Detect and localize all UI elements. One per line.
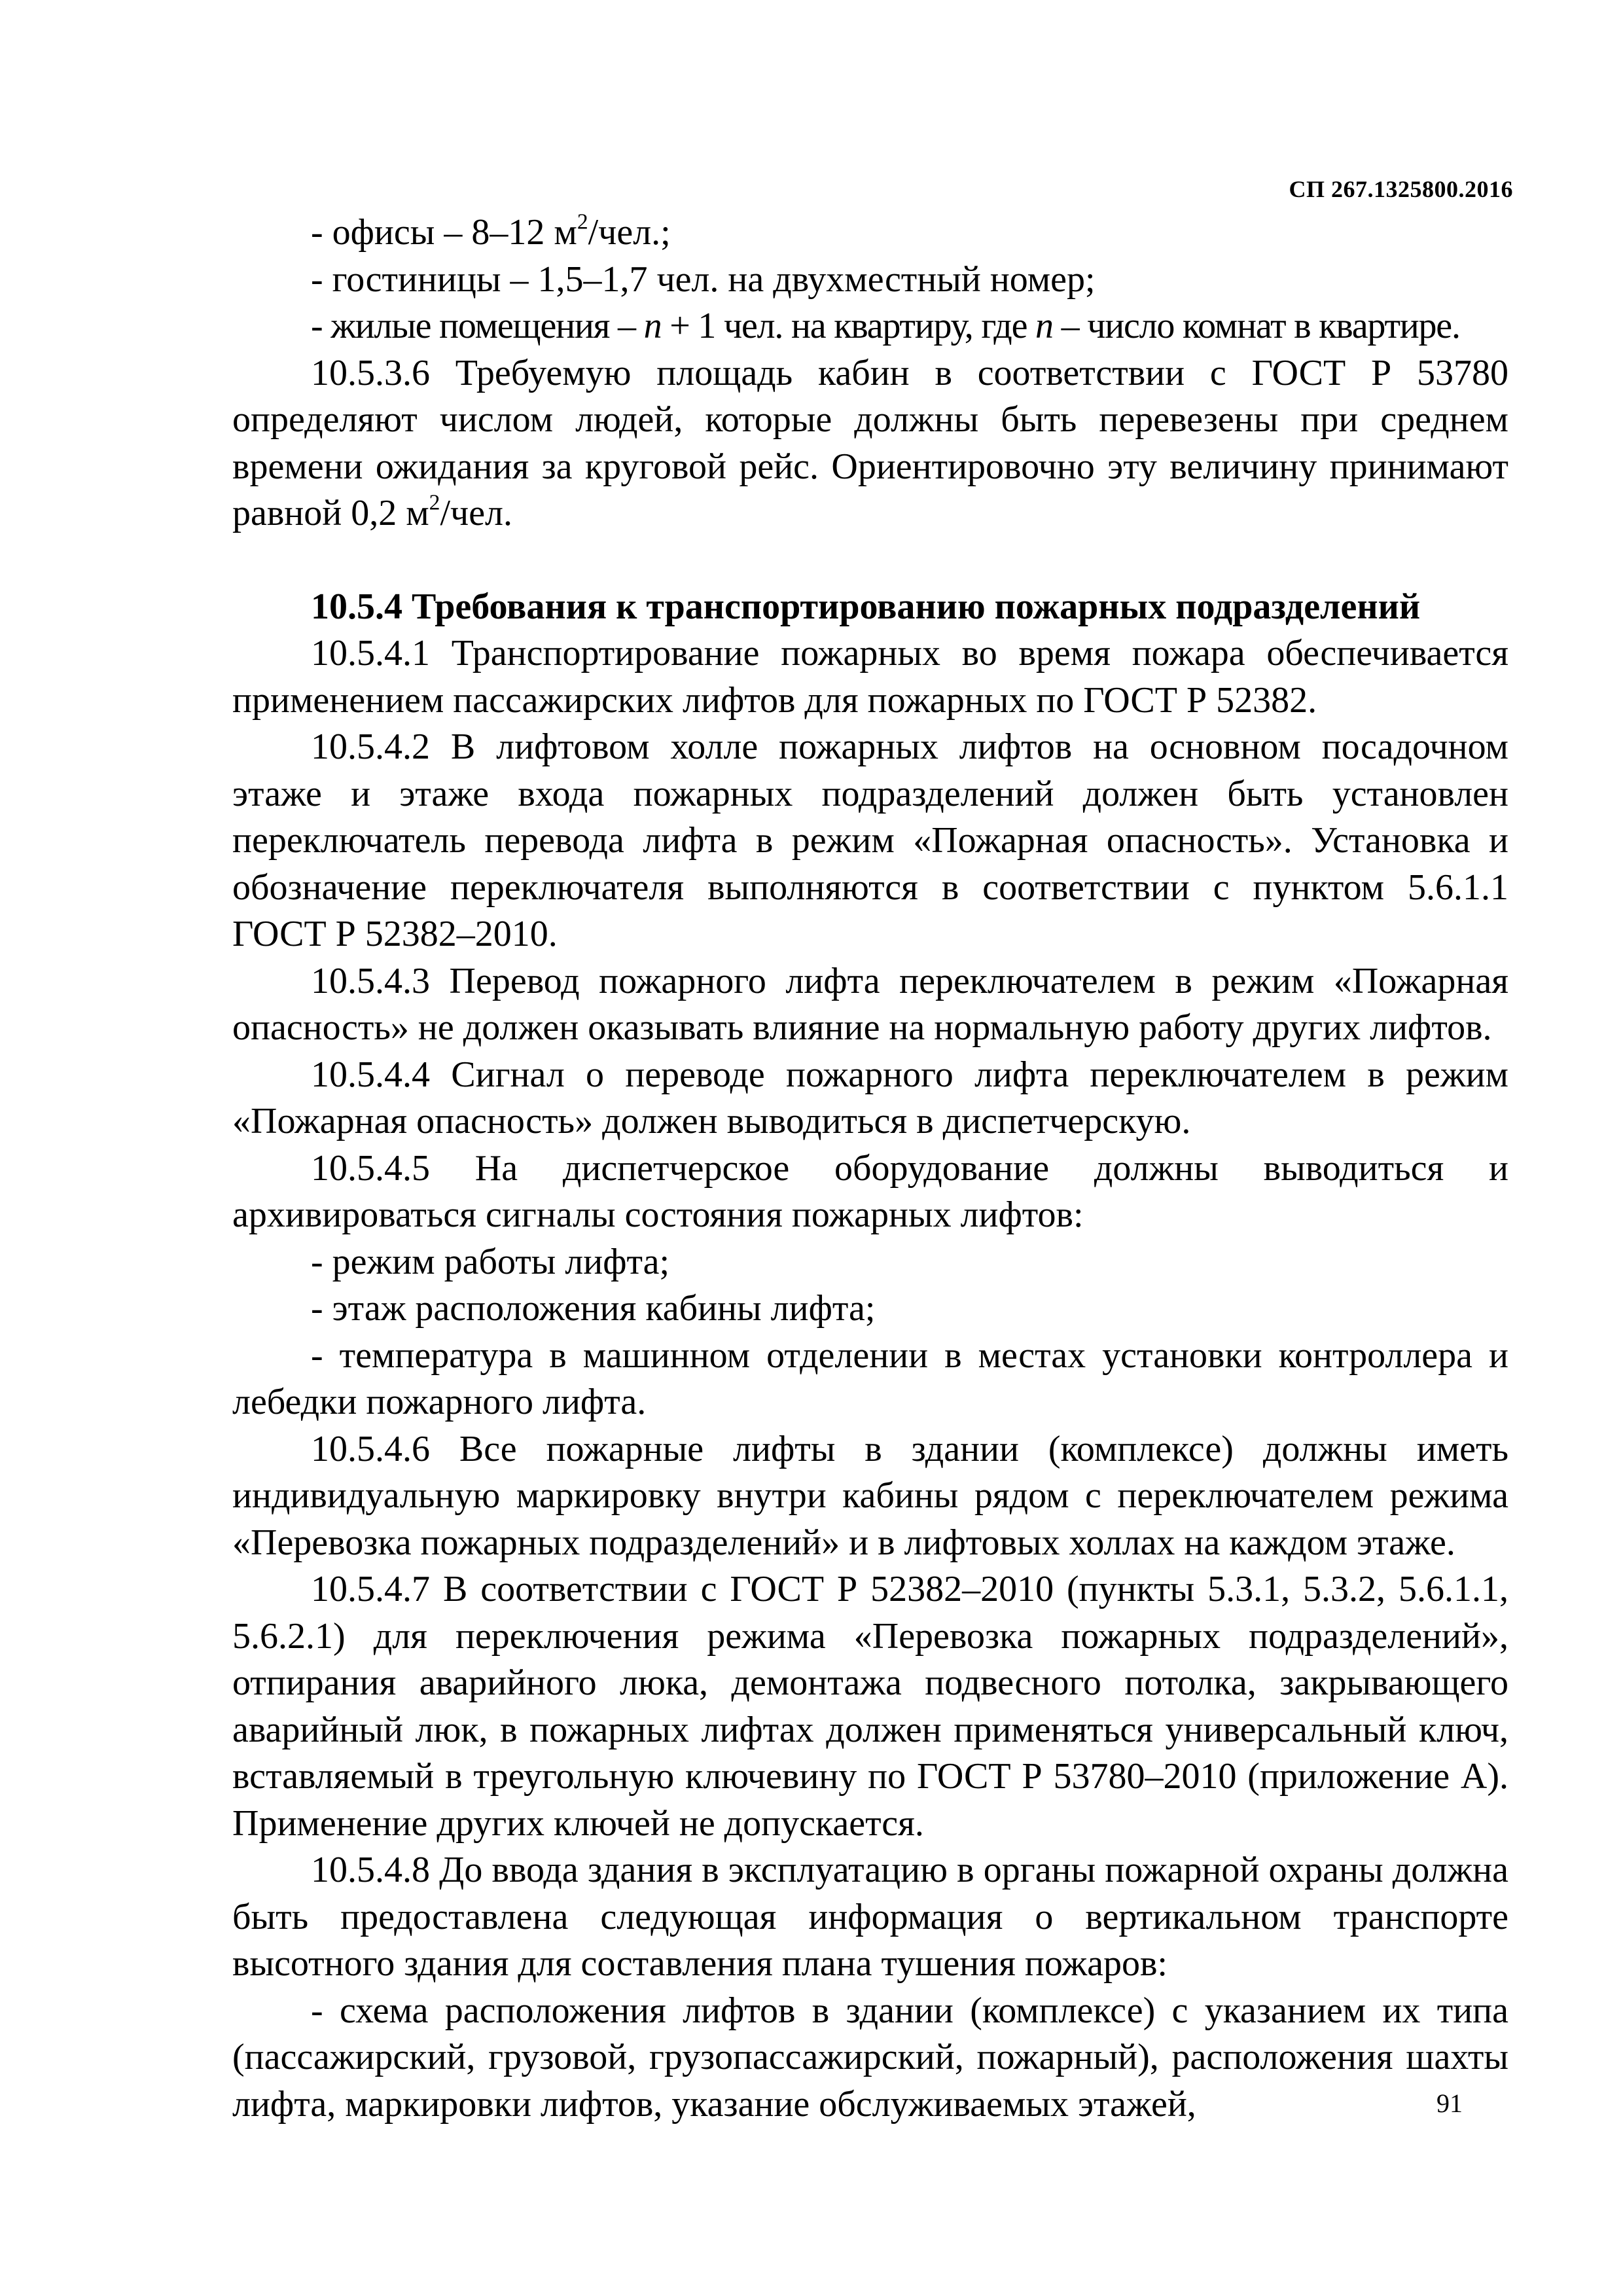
page-number: 91 [1436,2089,1463,2118]
paragraph-10-5-4-3: 10.5.4.3 Перевод пожарного лифта переключателем в режим «Пожарная опасность» не должен оказывать влияние на нормальную работу других лифтов. [232,960,1508,1048]
list-item-operating-mode: - режим работы лифта; [311,1241,670,1282]
list-item-hotels: - гостиницы – 1,5–1,7 чел. на двухместный номер; [311,259,1096,300]
document-code: СП 267.1325800.2016 [1289,176,1513,202]
paragraph-10-5-4-8: 10.5.4.8 До ввода здания в эксплуатацию в органы пожарной охраны должна быть предоставлена следующая информация о вертикальном транспорте высотного здания для составления плана тушения пожаров: [232,1850,1508,1984]
list-item-elevator-layout: - схема расположения лифтов в здании (комплексе) с указанием их типа (пассажирский, грузовой, грузопассажирский, пожарный), расположения шахты лифта, маркировки лифтов, указание обслуживаемых этажей, [232,1990,1508,2125]
section-heading-10-5-4: 10.5.4 Требования к транспортированию пожарных подразделений [311,586,1421,627]
paragraph-10-5-4-6: 10.5.4.6 Все пожарные лифты в здании (комплексе) должны иметь индивидуальную маркировку внутри кабины рядом с переключателем режима «Перевозка пожарных подразделений» и в лифтовых холлах на каждом этаже. [232,1428,1508,1563]
page-body [232,209,1508,2128]
paragraph-10-5-4-5: 10.5.4.5 На диспетчерское оборудование должны выводиться и архивироваться сигналы состояния пожарных лифтов: [232,1147,1508,1235]
list-item-temperature: - температура в машинном отделении в местах установки контроллера и лебедки пожарного лифта. [232,1335,1508,1422]
paragraph-10-5-4-4: 10.5.4.4 Сигнал о переводе пожарного лифта переключателем в режим «Пожарная опасность» должен выводиться в диспетчерскую. [232,1054,1508,1141]
list-item-offices: - офисы – 8–12 $м^2$/чел.; [311,209,671,253]
paragraph-10-5-4-1: 10.5.4.1 Транспортирование пожарных во время пожара обеспечивается применением пассажирских лифтов для пожарных по ГОСТ Р 52382. [232,633,1508,721]
paragraph-10-5-4-7: 10.5.4.7 В соответствии с ГОСТ Р 52382–2010 (пункты 5.3.1, 5.3.2, 5.6.1.1, 5.6.2.1) для переключения режима «Перевозка пожарных подразделений», отпирания аварийного люка, демонтажа подвесного потолка, закрывающего аварийный люк, в пожарных лифтах должен применяться универсальный ключ, вставляемый в треугольную ключевину по ГОСТ Р 53780–2010 (приложение А). Применение других ключей не допускается. [232,1569,1508,1844]
list-item-residential: - жилые помещения – n + 1 чел. на квартиру, где n – число комнат в квартире. [311,306,1460,346]
list-item-cabin-floor: - этаж расположения кабины лифта; [311,1288,876,1329]
section-gap [232,537,1508,584]
paragraph-10-5-4-2: 10.5.4.2 В лифтовом холле пожарных лифтов на основном посадочном этаже и этаже входа пожарных подразделений должен быть установлен переключатель перевода лифта в режим «Пожарная опасность». Установка и обозначение переключателя выполняются в соответствии с пунктом 5.6.1.1 ГОСТ Р 52382–2010. [232,726,1508,954]
paragraph-10-5-3-6: 10.5.3.6 Требуемую площадь кабин в соответствии с ГОСТ Р 53780 определяют числом людей, которые должны быть перевезены при среднем времени ожидания за круговой рейс. Ориентировочно эту величину принимают равной 0,2 $м^2$/чел. [232,352,1508,533]
